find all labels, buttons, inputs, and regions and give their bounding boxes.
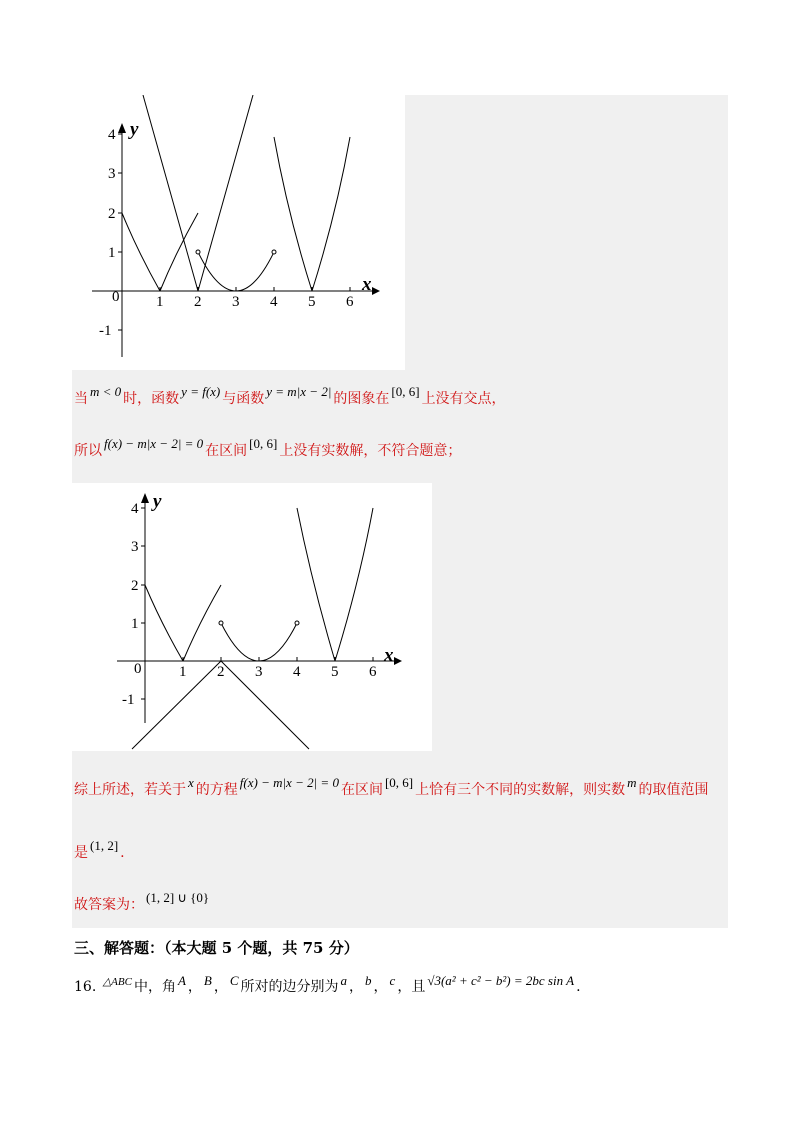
text-line-1: 当 m < 0 时，函数 y = f(x) 与函数 y = m|x − 2| 的图象在 [0, 6] 上没有交点， bbox=[74, 384, 506, 407]
curve-segment bbox=[145, 585, 183, 661]
y-tick-label: 3 bbox=[108, 166, 116, 182]
v-line-left bbox=[143, 95, 198, 291]
curve-segment bbox=[297, 508, 335, 661]
function-graph-2 bbox=[72, 483, 432, 751]
open-point bbox=[295, 621, 299, 625]
graph-2-svg bbox=[72, 483, 432, 751]
y-tick-label: 4 bbox=[108, 127, 116, 143]
y-axis-label: y bbox=[153, 491, 162, 512]
y-tick-label: 1 bbox=[108, 245, 116, 261]
y-tick-label: 2 bbox=[131, 578, 139, 594]
x-tick-label: 4 bbox=[270, 294, 278, 310]
y-tick-label: -1 bbox=[122, 692, 135, 708]
x-axis-label: x bbox=[362, 274, 372, 295]
x-axis-arrow bbox=[394, 657, 402, 665]
x-tick-label: 1 bbox=[156, 294, 164, 310]
function-graph-1 bbox=[72, 95, 405, 370]
text-line-2: 所以 f(x) − m|x − 2| = 0 在区间 [0, 6] 上没有实数解，不符合题意； bbox=[74, 436, 462, 459]
text-line-4: 是 (1, 2] . bbox=[74, 838, 125, 861]
x-tick-label: 2 bbox=[194, 294, 202, 310]
curve-segment bbox=[274, 137, 312, 291]
x-tick-label: 6 bbox=[346, 294, 354, 310]
x-axis-label: x bbox=[384, 645, 394, 666]
y-tick-label: -1 bbox=[99, 323, 112, 339]
y-tick-label: 1 bbox=[131, 616, 139, 632]
x-tick-label: 4 bbox=[293, 664, 301, 680]
x-tick-label: 5 bbox=[331, 664, 339, 680]
curve-segment bbox=[221, 623, 297, 661]
origin-label: 0 bbox=[134, 661, 142, 677]
x-tick-label: 1 bbox=[179, 664, 187, 680]
curve-segment bbox=[198, 252, 274, 291]
open-point bbox=[196, 250, 200, 254]
y-tick-label: 3 bbox=[131, 539, 139, 555]
curve-segment bbox=[335, 508, 373, 661]
y-axis-arrow bbox=[118, 123, 126, 133]
text-line-5: 故答案为： (1, 2] ∪ {0} bbox=[74, 890, 210, 913]
y-axis-label: y bbox=[130, 119, 139, 140]
curve-segment bbox=[312, 137, 350, 291]
origin-label: 0 bbox=[112, 289, 120, 305]
curve-segment bbox=[183, 585, 221, 661]
x-tick-label: 3 bbox=[255, 664, 263, 680]
y-axis-arrow bbox=[141, 493, 149, 503]
x-axis-arrow bbox=[372, 287, 380, 295]
curve-segment bbox=[122, 213, 160, 291]
y-tick-label: 2 bbox=[108, 206, 116, 222]
x-tick-label: 5 bbox=[308, 294, 316, 310]
text-line-3: 综上所述，若关于 x 的方程 f(x) − m|x − 2| = 0 在区间 [0, 6] 上恰有三个不同的实数解，则实数 m 的取值范围 bbox=[74, 775, 709, 798]
x-tick-label: 6 bbox=[369, 664, 377, 680]
open-point bbox=[219, 621, 223, 625]
open-point bbox=[272, 250, 276, 254]
section-heading: 三、解答题：（本大题 5 个题，共 75 分） bbox=[74, 939, 359, 957]
graph-1-svg bbox=[72, 95, 405, 370]
v-line-right bbox=[198, 95, 253, 291]
x-tick-label: 3 bbox=[232, 294, 240, 310]
problem-16: 16. $^{\triangle ABC}$ 中，角 A ， B ， C 所对的边分别为 a ， b ， c ，且 √3(a² + c² − b²) = 2bc sin A . bbox=[74, 973, 581, 995]
x-tick-label: 2 bbox=[217, 664, 225, 680]
y-tick-label: 4 bbox=[131, 501, 139, 517]
